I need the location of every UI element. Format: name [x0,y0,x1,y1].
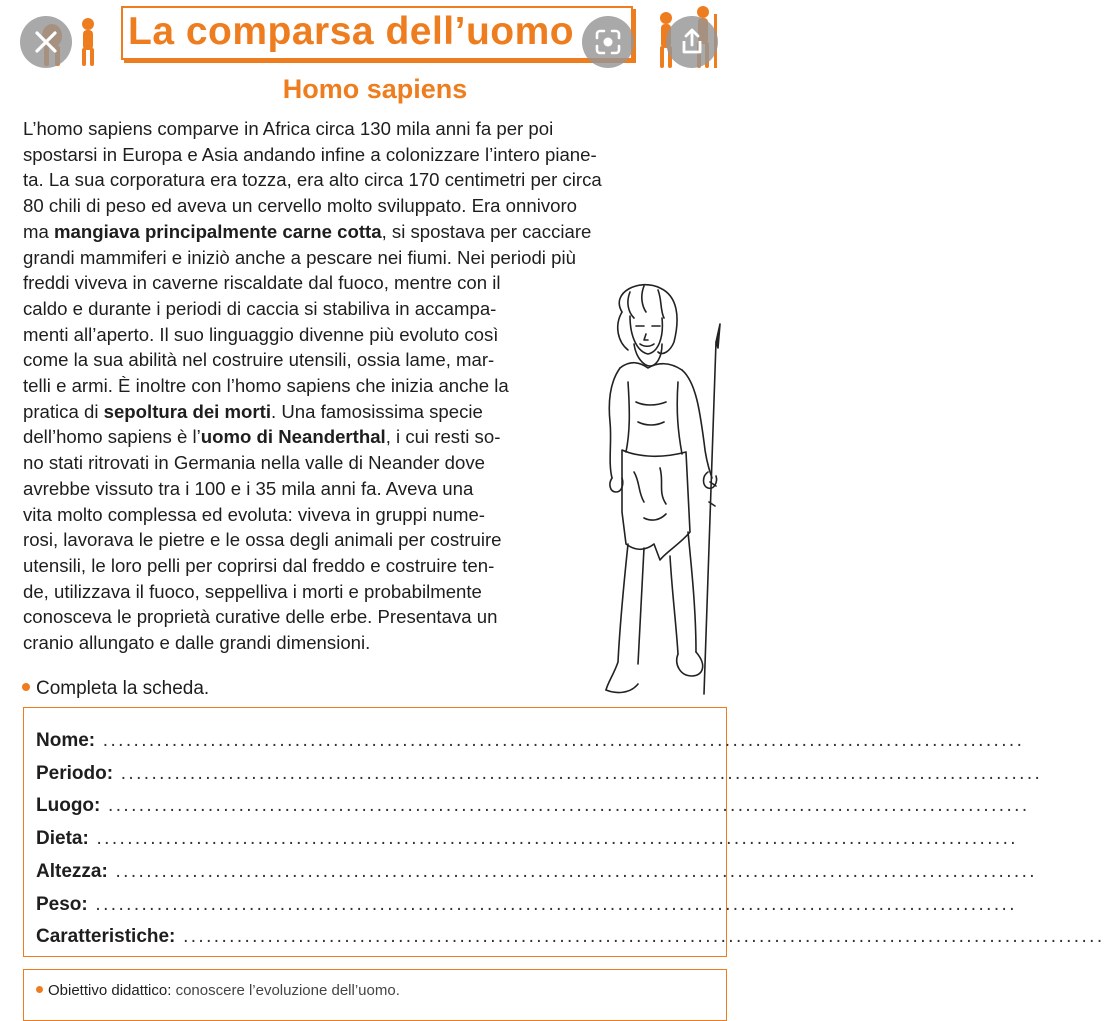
form-field-label: Periodo: [36,762,114,784]
body-line [23,167,728,193]
bullet-icon [22,683,30,691]
body-line [23,142,728,168]
body-line [23,219,728,245]
visual-search-icon [593,27,623,57]
body-segment: ma [23,220,54,242]
body-segment: pratica di [23,400,104,422]
form-fill-line[interactable]: ........................................................................................................................ [107,860,1037,882]
body-segment: grandi mammiferi e iniziò anche a pescare nei fiumi. Nei periodi più [23,246,576,268]
close-button[interactable] [20,16,72,68]
body-segment: , si spostava per cacciare [381,220,592,242]
body-segment: de, utilizzava il fuoco, seppelliva i morti e probabilmente [23,580,482,602]
form-field-label: Caratteristiche: [36,926,176,948]
body-segment: utensili, le loro pelli per coprirsi dal freddo e costruire ten- [23,554,495,576]
form-field-label: Altezza: [36,860,108,882]
body-segment: spostarsi in Europa e Asia andando infine a colonizzare l’intero piane- [23,143,597,165]
form-field-row[interactable] [36,828,1018,856]
page-header [0,0,750,80]
form-field-row[interactable] [36,795,1030,823]
body-segment: cranio allungato e dalle grandi dimensioni. [23,632,371,654]
form-fill-line[interactable]: ........................................................................................................................ [88,828,1018,850]
form-fill-line[interactable]: ........................................................................................................................ [100,795,1030,817]
visual-search-button[interactable] [582,16,634,68]
body-emphasis: mangiava principalmente carne cotta [54,220,382,242]
form-field-row[interactable] [36,893,1017,922]
form-fill-line[interactable]: ........................................................................................................................ [95,730,1025,751]
worksheet-form [23,707,1105,957]
share-icon [678,28,706,56]
form-fill-line[interactable]: ........................................................................................................................ [113,762,1043,784]
body-line [23,245,728,271]
body-segment: vita molto complessa ed evoluta: viveva in gruppi nume- [23,503,485,525]
body-segment: come la sua abilità nel costruire utensili, ossia lame, mar- [23,349,495,371]
form-field-row[interactable] [36,730,1025,758]
body-segment: menti all’aperto. Il suo linguaggio divenne più evoluto così [23,323,499,345]
body-segment: conosceva le proprietà curative delle erbe. Presentava un [23,606,498,628]
close-icon [33,29,59,55]
task-instruction: Completa la scheda. [22,678,209,700]
form-field-label: Peso: [36,893,88,915]
form-field-label: Dieta: [36,828,89,850]
objective-text [36,982,400,999]
body-segment: dell’homo sapiens è l’ [23,426,201,448]
form-fill-line[interactable]: ........................................................................................................................ [175,926,1105,948]
body-segment: rosi, lavorava le pietre e le ossa degli animali per costruire [23,529,502,551]
body-segment: freddi viveva in caverne riscaldate dal fuoco, mentre con il [23,272,501,294]
form-field-label: Luogo: [36,795,101,817]
body-line [23,193,728,219]
body-segment: no stati ritrovati in Germania nella valle di Neander dove [23,452,485,474]
body-segment: ta. La sua corporatura era tozza, era alto circa 170 centimetri per circa [23,169,602,191]
form-field-row[interactable] [36,860,1037,889]
page-title: La comparsa dell’uomo [128,10,575,53]
neanderthal-illustration [600,282,740,700]
body-segment: telli e armi. È inoltre con l’homo sapiens che inizia anche la [23,375,509,397]
body-segment: L’homo sapiens comparve in Africa circa 130 mila anni fa per poi [23,118,554,139]
objective-value: conoscere l’evoluzione dell’uomo. [171,982,400,999]
bullet-icon [36,986,43,993]
body-segment: 80 chili di peso ed aveva un cervello molto sviluppato. Era onnivoro [23,195,577,217]
objective-label: Obiettivo didattico: [48,982,172,999]
body-emphasis: uomo di Neanderthal [200,426,386,448]
body-segment: avrebbe vissuto tra i 100 e i 35 mila anni fa. Aveva una [23,477,474,499]
body-segment: caldo e durante i periodi di caccia si stabiliva in accampa- [23,297,497,319]
section-subtitle: Homo sapiens [282,74,468,104]
form-fill-line[interactable]: ........................................................................................................................ [87,893,1017,915]
body-segment: . Una famosissima specie [271,400,483,422]
form-field-row[interactable] [36,926,1105,954]
share-button[interactable] [666,16,718,68]
form-field-row[interactable] [36,762,1043,791]
form-field-label: Nome: [36,730,96,751]
body-line [23,116,728,142]
body-segment: , i cui resti so- [385,426,501,448]
objective-box [23,969,727,1021]
body-emphasis: sepoltura dei morti [103,400,271,422]
